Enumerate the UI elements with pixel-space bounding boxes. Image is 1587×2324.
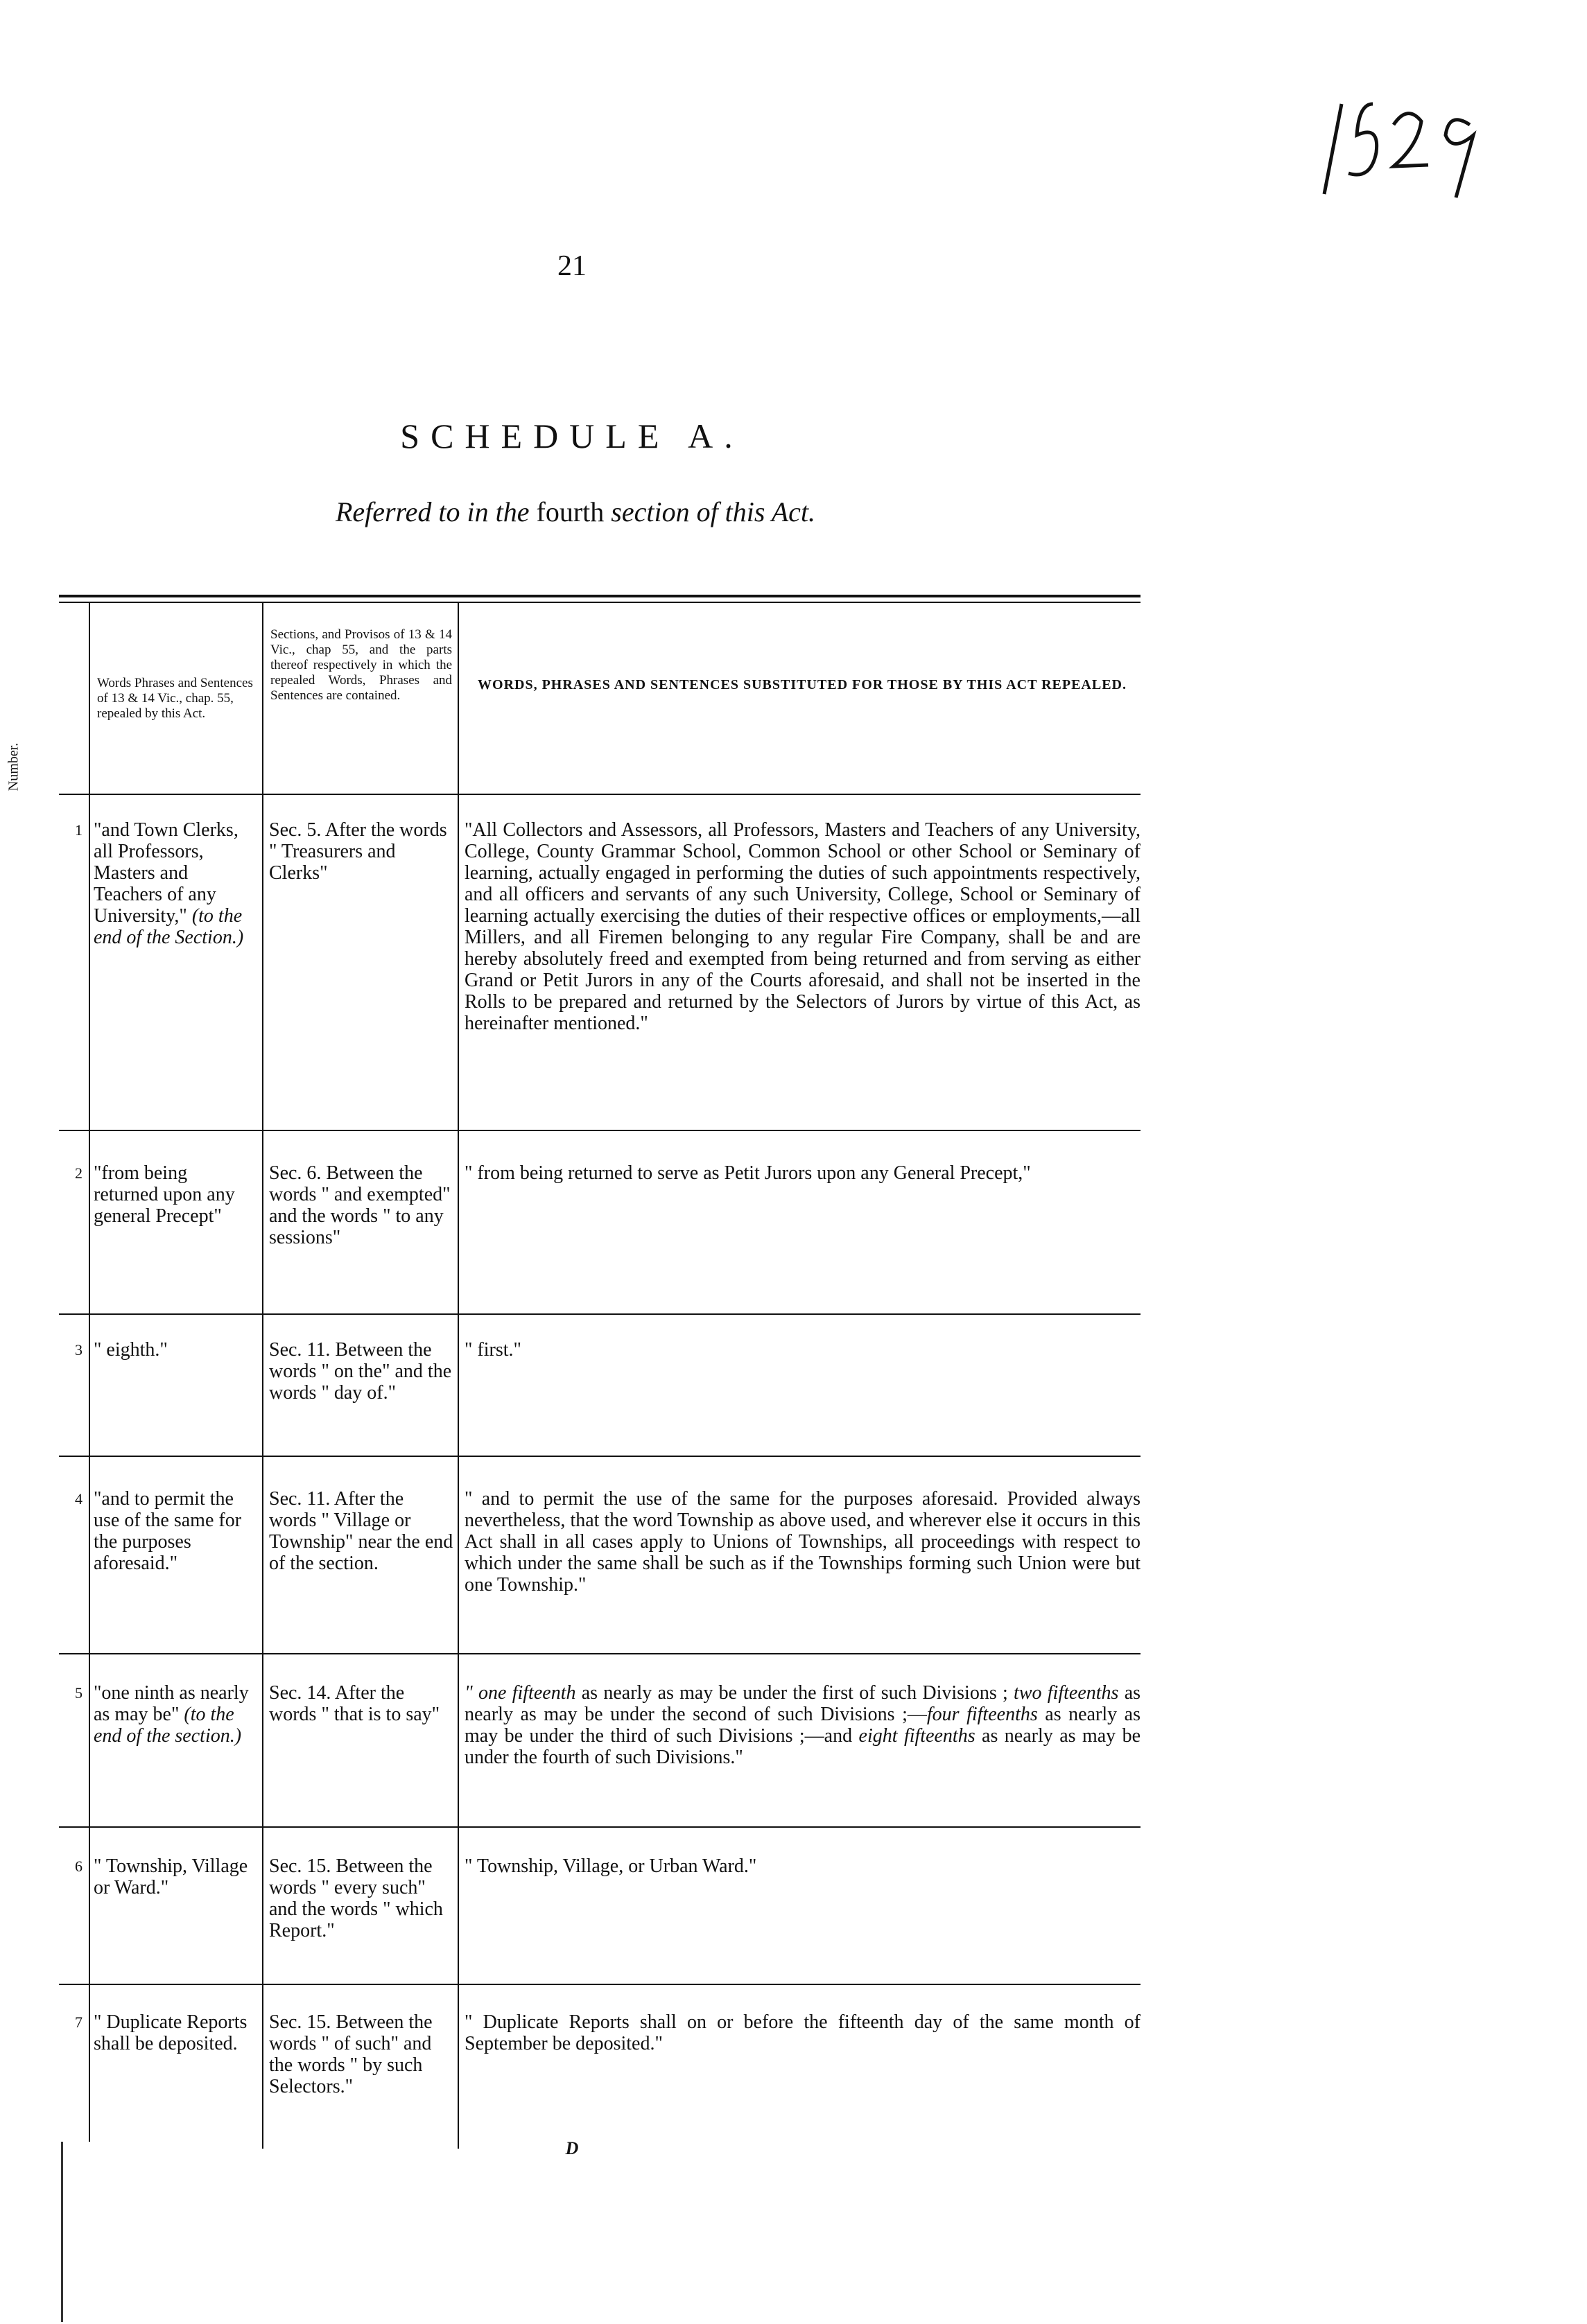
row-3-section: Sec. 11. Between the words " on the" and the words " day of." xyxy=(269,1339,452,1404)
row-7-number: 7 xyxy=(75,2013,83,2031)
row-5-number: 5 xyxy=(75,1684,83,1702)
row-1-repealed-note: (to the end of the Section.) xyxy=(94,905,244,948)
row-divider-3 xyxy=(59,1456,1141,1457)
row-5-sub-h: as nearly as may be under the fourth of such Divisions." xyxy=(465,1725,1141,1768)
header-words-repealed: Words Phrases and Sentences of 13 & 14 Vic., chap. 55, repealed by this Act. xyxy=(97,676,253,721)
row-1-substituted: "All Collectors and Assessors, all Professors, Masters and Teachers of any University, College, County Grammar School, Common School or other School or Seminary of learning, actually engaged in performing the duties of such appointments respectively, and all officers and servants of any such University, College, School or Seminary of learning actually exercising the duties of their respective offices or employments,—all Millers, and all Firemen belonging to any regular Fire Company, shall be and are hereby absolutely freed and exempted from being returned and from serving as either Grand or Petit Jurors in any of the Courts aforesaid, and shall not be inserted in the Rolls to be prepared and returned by the Selectors of Jurors by virtue of this Act, as hereinafter mentioned." xyxy=(465,819,1141,1034)
row-divider-4 xyxy=(59,1653,1141,1654)
column-divider-3 xyxy=(458,603,459,2149)
subtitle-part2: section of this Act. xyxy=(611,496,816,527)
row-divider-6 xyxy=(59,1984,1141,1985)
row-1-number: 1 xyxy=(75,821,83,839)
row-5-sub-g: eight fifteenths xyxy=(858,1725,975,1747)
row-4-repealed: "and to permit the use of the same for the purposes aforesaid." xyxy=(94,1488,242,1574)
row-1-repealed xyxy=(94,819,254,948)
row-5-sub-c: two fifteenths xyxy=(1014,1682,1119,1704)
table-top-rule-1 xyxy=(59,595,1141,597)
row-2-section: Sec. 6. Between the words " and exempted" and the words " to any sessions" xyxy=(269,1162,451,1248)
row-7-section: Sec. 15. Between the words " of such" and the words " by such Selectors." xyxy=(269,2011,433,2097)
row-5-substituted xyxy=(465,1682,1141,1768)
header-substituted: WORDS, PHRASES AND SENTENCES SUBSTITUTED FOR THOSE BY THIS ACT REPEALED. xyxy=(478,677,1127,692)
row-5-repealed-text: "one ninth as nearly as may be" xyxy=(94,1682,249,1725)
schedule-subtitle xyxy=(0,496,1151,528)
row-5-section: Sec. 14. After the words " that is to say" xyxy=(269,1682,440,1725)
row-7-substituted: " Duplicate Reports shall on or before the fifteenth day of the same month of September be deposited." xyxy=(465,2011,1141,2054)
table-top-rule-2 xyxy=(59,602,1141,603)
row-divider-2 xyxy=(59,1313,1141,1315)
row-5-sub-f: as nearly as may be under the third of such Divisions ;—and xyxy=(465,1704,1141,1747)
row-3-number: 3 xyxy=(75,1341,83,1358)
row-2-substituted: " from being returned to serve as Petit Jurors upon any General Precept," xyxy=(465,1162,1031,1184)
row-divider-1 xyxy=(59,1130,1141,1131)
column-divider-1 xyxy=(89,603,90,2142)
row-6-repealed: " Township, Village or Ward." xyxy=(94,1855,248,1898)
row-5-sub-e: four fifteenths xyxy=(926,1704,1038,1725)
row-4-section: Sec. 11. After the words " Village or Township" near the end of the section. xyxy=(269,1488,453,1574)
table-header-bottom-rule xyxy=(59,794,1141,795)
column-divider-2 xyxy=(262,603,263,2149)
subtitle-part1: Referred to in the xyxy=(335,496,530,527)
row-5-repealed-note: (to the end of the section.) xyxy=(94,1704,242,1747)
signature-mark: D xyxy=(565,2138,579,2158)
row-3-substituted: " first." xyxy=(465,1339,521,1361)
row-5-repealed xyxy=(94,1682,254,1747)
page-number: 21 xyxy=(557,250,587,282)
row-6-substituted: " Township, Village, or Urban Ward." xyxy=(465,1855,757,1877)
row-6-section: Sec. 15. Between the words " every such" and the words " which Report." xyxy=(269,1855,443,1941)
row-1-section: Sec. 5. After the words " Treasurers and Clerks" xyxy=(269,819,447,884)
row-5-sub-a: " one fifteenth xyxy=(465,1682,576,1704)
handwritten-annotation xyxy=(1321,76,1494,201)
margin-line xyxy=(61,2142,63,2322)
row-2-repealed: "from being returned upon any general Precept" xyxy=(94,1162,235,1227)
row-5-sub-b: as nearly as may be under the first of such Divisions ; xyxy=(575,1682,1014,1704)
row-5-sub-d: as nearly as may be under the second of such Divisions ;— xyxy=(465,1682,1141,1725)
row-1-repealed-text: "and Town Clerks, all Professors, Masters and Teachers of any University," xyxy=(94,819,239,927)
row-4-number: 4 xyxy=(75,1490,83,1508)
row-4-substituted: " and to permit the use of the same for the purposes aforesaid. Provided always nevertheless, that the word Township as above used, and wherever else it occurs in this Act shall in all cases apply to Unions of Townships, all proceedings with respect to which under the same shall be such as if the Townships forming such Union were but one Township." xyxy=(465,1488,1141,1596)
header-sections: Sections, and Provisos of 13 & 14 Vic., chap 55, and the parts thereof respectively in which the repealed Words, Phrases and Sentences are contained. xyxy=(270,627,452,703)
schedule-title: SCHEDULE A. xyxy=(400,417,744,455)
row-7-repealed: " Duplicate Reports shall be deposited. xyxy=(94,2011,248,2054)
row-2-number: 2 xyxy=(75,1164,83,1182)
row-3-repealed: " eighth." xyxy=(94,1339,168,1361)
row-6-number: 6 xyxy=(75,1858,83,1875)
row-divider-5 xyxy=(59,1826,1141,1828)
header-number: Number. xyxy=(6,742,21,792)
subtitle-roman: fourth xyxy=(536,496,605,527)
